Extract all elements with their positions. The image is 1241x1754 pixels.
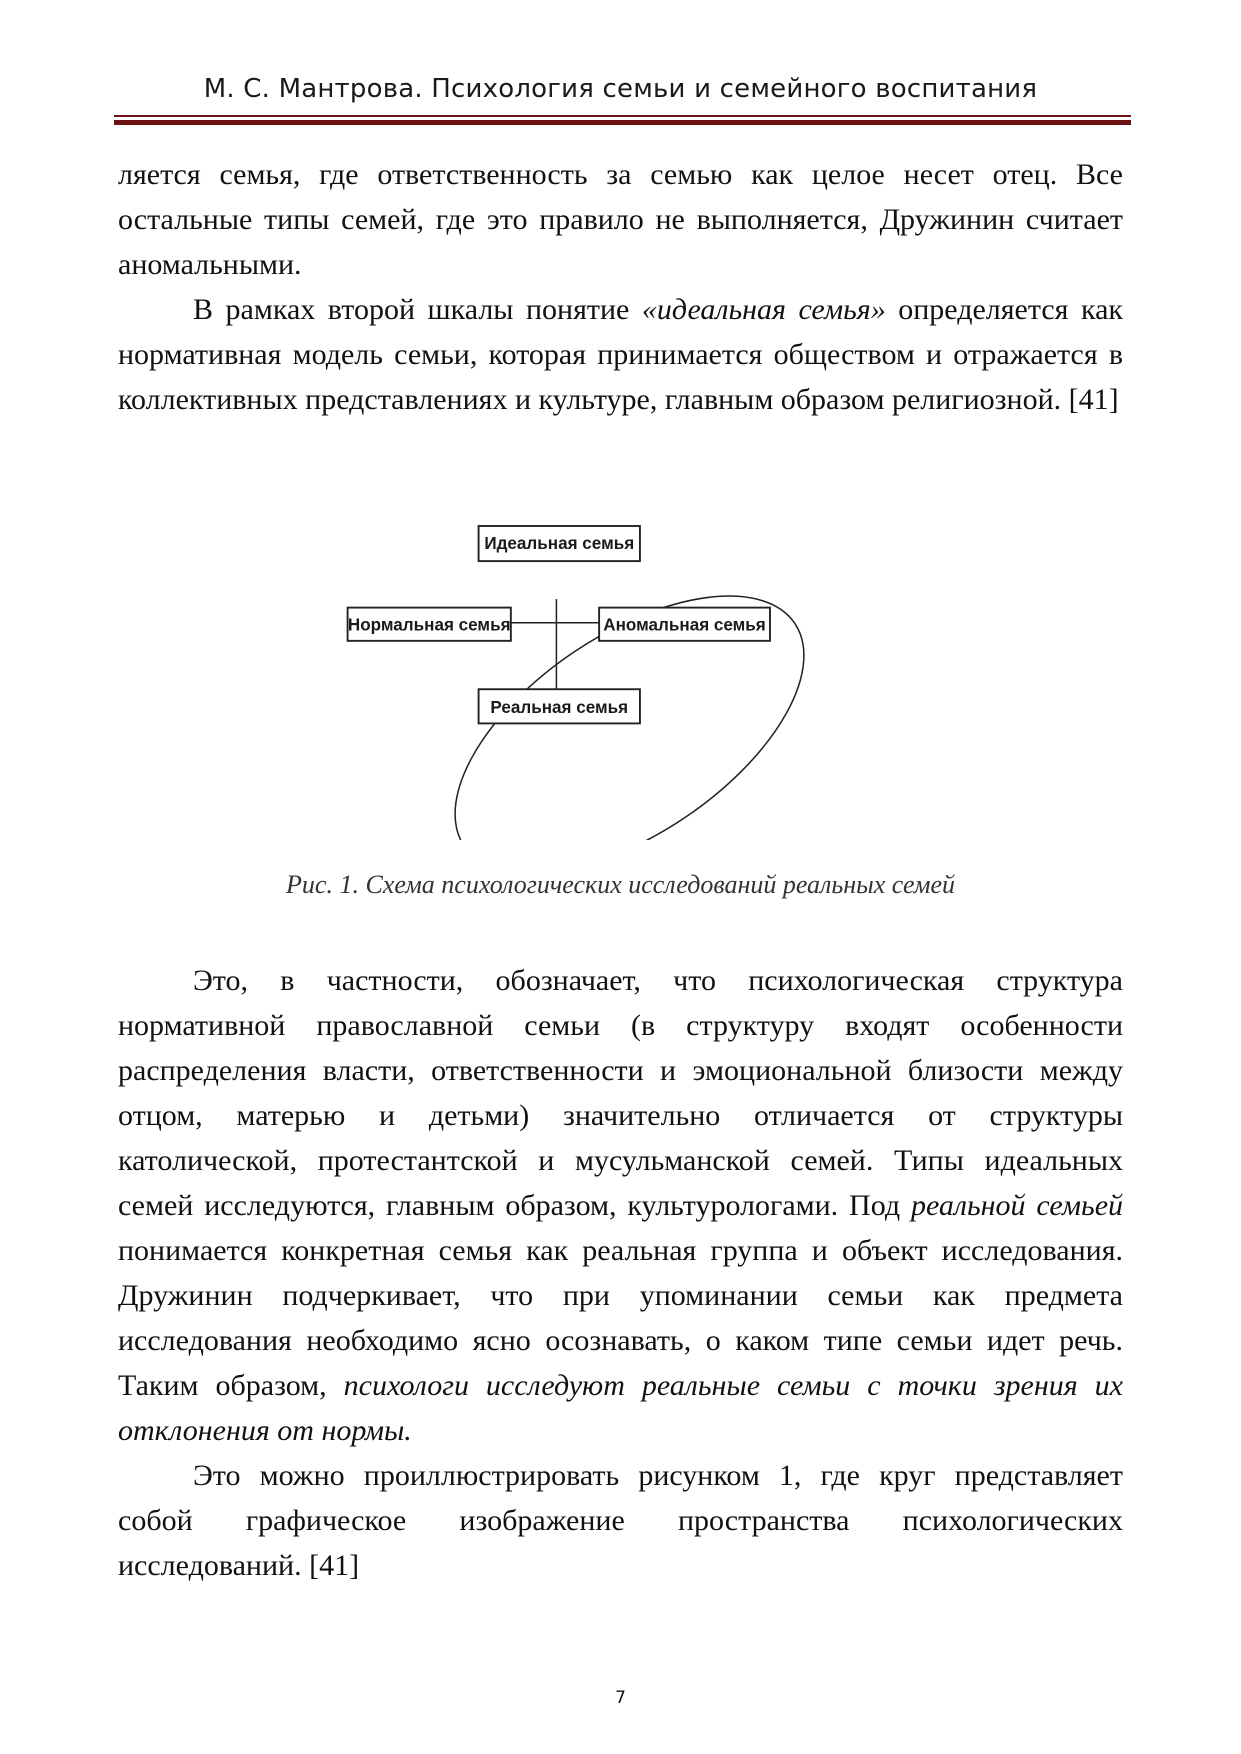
label-normal: Нормальная семья	[347, 615, 511, 635]
emphasis-deviation: психологи исследуют реальные семьи с точки зрения их отклонения от нормы.	[118, 1369, 1123, 1447]
family-research-diagram	[340, 510, 900, 840]
paragraph-ideal-family	[118, 287, 1123, 422]
paragraph-illustration: Это можно проиллюстрировать рисунком 1, где круг представляет собой графическое изображение пространства психологических исследований. [41]	[118, 1459, 1123, 1582]
diagram-svg	[340, 510, 900, 840]
label-ideal: Идеальная семья	[484, 533, 635, 553]
paragraph-text: Это, в частности, обозначает, что психологическая структура нормативной православной семьи (в структуру входят особенности распределения власти, ответственности и эмоциональной близости между отцом, матерью и детьми) значительно отличается от структуры католической, протестантской и мусульманской семей. Типы идеальных семей исследуются, главным образом, культурологами. Под	[118, 964, 1123, 1222]
diagram-box-bottom	[479, 689, 640, 723]
emphasis-ideal-family: «идеальная семья»	[641, 293, 886, 326]
label-anomalous: Аномальная семья	[603, 615, 766, 635]
paragraph-text: определяется как нормативная модель семьи, которая принимается обществом и отражается в коллективных представлениях и культуре, главным образом религиозной. [41]	[118, 293, 1124, 416]
paragraph-text: понимается конкретная семья как реальная группа и объект исследования. Дружинин подчеркивает, что при упоминании семьи как предмета исследования необходимо ясно осознавать, о каком типе семьи идет речь. Таким образом,	[118, 1234, 1123, 1402]
emphasis-real-family: реальной семьей	[911, 1189, 1124, 1222]
label-real: Реальная семья	[490, 697, 629, 717]
diagram-content	[348, 526, 851, 840]
header-rule-thin	[114, 115, 1131, 117]
running-header: М. С. Мантрова. Психология семьи и семейного воспитания	[203, 74, 1038, 104]
paragraph-text: В рамках второй шкалы понятие	[193, 293, 642, 326]
paragraph-structure	[118, 958, 1123, 1453]
diagram-box-right	[599, 608, 770, 641]
text-block-top	[118, 152, 1123, 422]
text-block-bottom	[118, 958, 1123, 1588]
paragraph-continued: ляется семья, где ответственность за семью как целое несет отец. Все остальные типы семей, где это правило не выполняется, Дружинин считает аномальными.	[118, 158, 1123, 281]
figure-caption: Рис. 1. Схема психологических исследований реальных семей	[286, 870, 955, 899]
diagram-box-left	[348, 608, 511, 641]
header-rule-thick	[114, 120, 1131, 125]
page-number: 7	[615, 1688, 626, 1708]
diagram-box-top	[479, 526, 640, 561]
